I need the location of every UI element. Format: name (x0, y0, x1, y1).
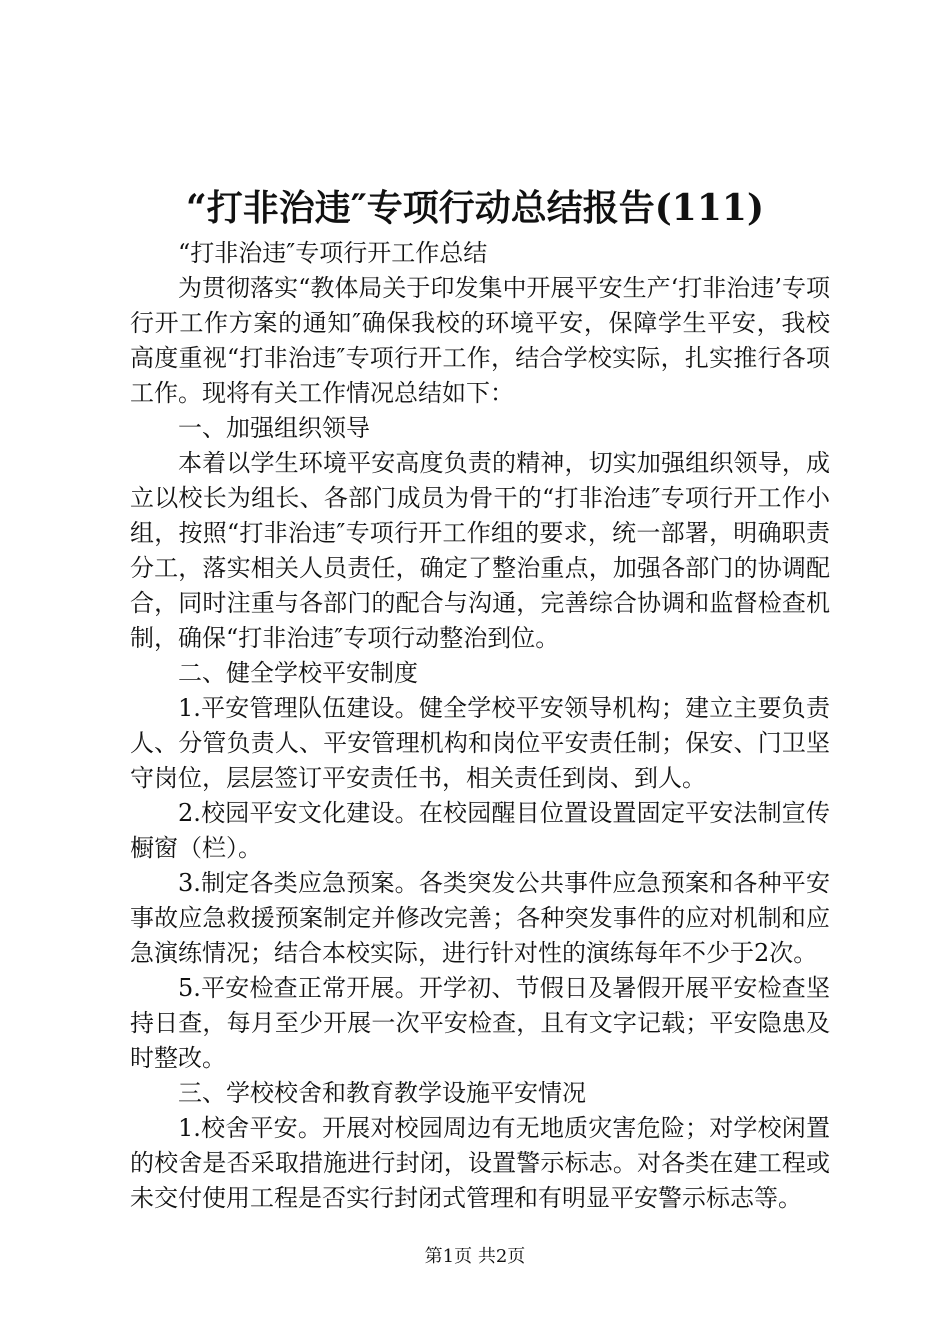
document-body (130, 236, 830, 1216)
section-heading-3: 三、学校校舍和教育教学设施平安情况 (178, 1079, 586, 1107)
paragraph-item-5: 5.平安检查正常开展。开学初、节假日及暑假开展平安检查坚持日查，每月至少开展一次平安检查，且有文字记载；平安隐患及时整改。 (130, 974, 830, 1072)
paragraph-subtitle: “打非治违″专项行开工作总结 (178, 239, 488, 267)
paragraph-section-1: 本着以学生环境平安高度负责的精神，切实加强组织领导，成立以校长为组长、各部门成员为骨干的“打非治违″专项行开工作小组，按照“打非治违″专项行开工作组的要求，统一部署，明确职责分工，落实相关人员责任，确定了整治重点，加强各部门的协调配合，同时注重与各部门的配合与沟通，完善综合协调和监督检查机制，确保“打非治违″专项行动整治到位。 (130, 449, 830, 652)
paragraph-item-2: 2.校园平安文化建设。在校园醒目位置设置固定平安法制宣传橱窗（栏）。 (130, 799, 830, 862)
paragraph-section-3-item-1: 1.校舍平安。开展对校园周边有无地质灾害危险；对学校闲置的校舍是否采取措施进行封闭，设置警示标志。对各类在建工程或未交付使用工程是否实行封闭式管理和有明显平安警示标志等。 (130, 1114, 830, 1212)
section-heading-2: 二、健全学校平安制度 (178, 659, 418, 687)
document-title: “打非治违″专项行动总结报告(111) (185, 187, 764, 229)
paragraph-item-1: 1.平安管理队伍建设。健全学校平安领导机构；建立主要负责人、分管负责人、平安管理机构和岗位平安责任制；保安、门卫坚守岗位，层层签订平安责任书，相关责任到岗、到人。 (130, 694, 830, 792)
paragraph-intro: 为贯彻落实“教体局关于印发集中开展平安生产‘打非治违’专项行开工作方案的通知″确保我校的环境平安，保障学生平安，我校高度重视“打非治违″专项行开工作，结合学校实际，扎实推行各项工作。现将有关工作情况总结如下： (130, 274, 830, 407)
page-footer: 第1页 共2页 (424, 1246, 526, 1267)
section-heading-1: 一、加强组织领导 (178, 414, 370, 442)
paragraph-item-3: 3.制定各类应急预案。各类突发公共事件应急预案和各种平安事故应急救援预案制定并修改完善；各种突发事件的应对机制和应急演练情况；结合本校实际，进行针对性的演练每年不少于2次。 (130, 869, 830, 967)
